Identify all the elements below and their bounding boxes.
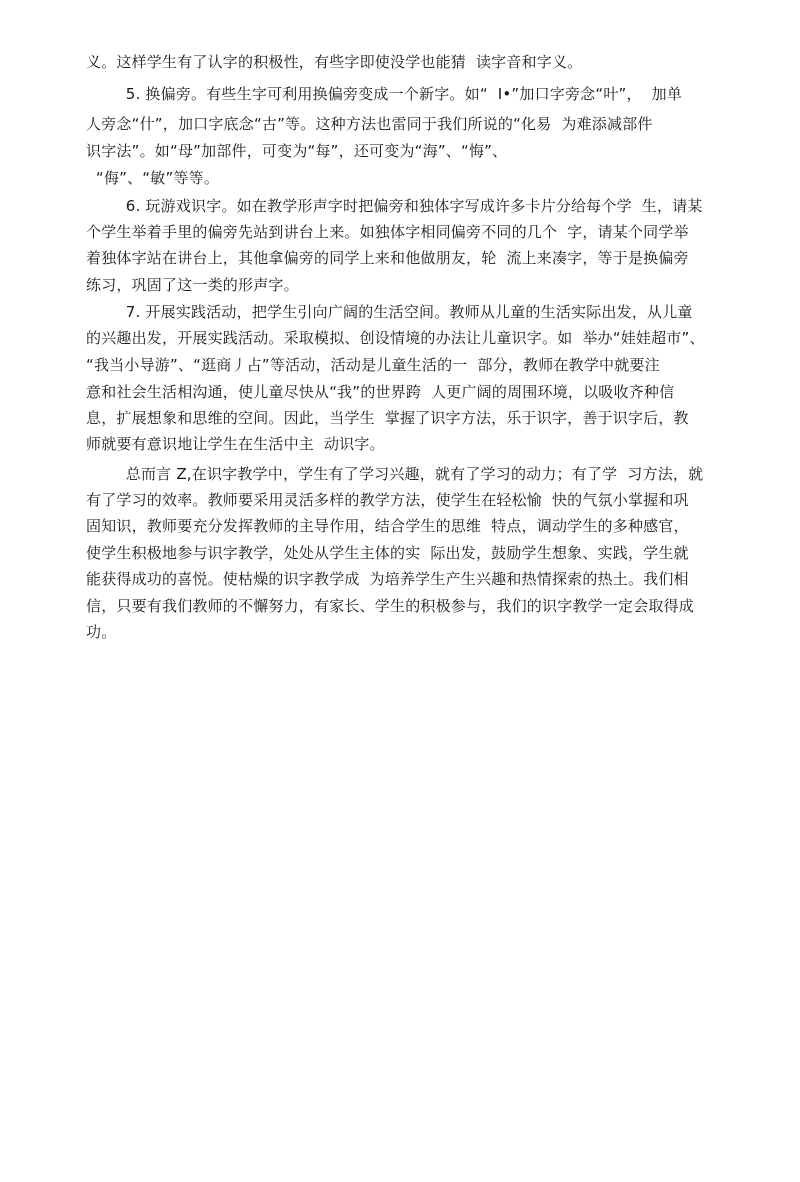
text-line: 7. 开展实践活动，把学生引向广阔的生活空间。教师从儿童的生活实际出发，从儿童	[86, 303, 693, 321]
text-line: 功。	[86, 623, 117, 641]
text-line: 义。这样学生有了认字的积极性，有些字即使没学也能猜 读字音和字义。	[86, 53, 583, 71]
text-line: 6. 玩游戏识字。如在教学形声字时把偏旁和独体字写成许多卡片分给每个学 生，请某	[86, 197, 703, 215]
text-line: 意和社会生活相沟通，使儿童尽快从“我”的世界跨 人更广阔的周围环境，以吸收齐种信	[86, 383, 675, 401]
text-line: 着独体字站在讲台上，其他拿偏旁的同学上来和他做朋友，轮 流上来凑字，等于是换偏旁	[86, 249, 689, 267]
text-line: “我当小导游”、“逛商丿占”等活动，活动是儿童生活的一 部分，教师在教学中就要注	[86, 356, 660, 374]
text-line: 使学生积极地参与识字教学，处处从学生主体的实 际出发，鼓励学生想象、实践，学生就	[86, 544, 689, 562]
text-line: 能获得成功的喜悦。使枯燥的识字教学成 为培养学生产生兴趣和热情探索的热土。我们相	[86, 570, 689, 588]
text-line: 练习，巩固了这一类的形声字。	[86, 276, 299, 294]
text-line: 个学生举着手里的偏旁先站到讲台上来。如独体字相同偏旁不同的几个 字，请某个同学举	[86, 223, 689, 241]
text-line: 人旁念“什”，加口字底念“古”等。这种方法也雷同于我们所说的“化易 为难添减部件	[86, 115, 653, 133]
text-line: 的兴趣出发，开展实践活动。采取模拟、创设情境的办法让儿童识字。如 举办“娃娃超市”、	[86, 329, 705, 347]
text-line: 信，只要有我们教师的不懈努力，有家长、学生的积极参与，我们的识字教学一定会取得成	[86, 597, 695, 615]
text-line: 师就要有意识地让学生在生活中主 动识字。	[86, 435, 385, 453]
text-line: 5. 换偏旁。有些生字可利用换偏旁变成一个新字。如“ I•”加口字旁念“叶”， 加单	[86, 85, 683, 103]
text-line: “侮”、“敏”等等。	[86, 169, 220, 187]
text-line: 总而言 Z,在识字教学中，学生有了学习兴趣，就有了学习的动力；有了学 习方法，就	[86, 465, 704, 483]
text-line: 识字法”。如“母”加部件，可变为“每”，还可变为“海”、“悔”、	[86, 142, 508, 160]
text-line: 有了学习的效率。教师要采用灵活多样的教学方法，使学生在轻松愉 快的气氛小掌握和巩	[86, 491, 689, 509]
text-line: 固知识，教师要充分发挥教师的主导作用，结合学生的思维 特点，调动学生的多种感官，	[86, 517, 689, 535]
text-line: 息，扩展想象和思维的空间。因此，当学生 掌握了识字方法，乐于识字，善于识字后，教	[86, 409, 689, 427]
